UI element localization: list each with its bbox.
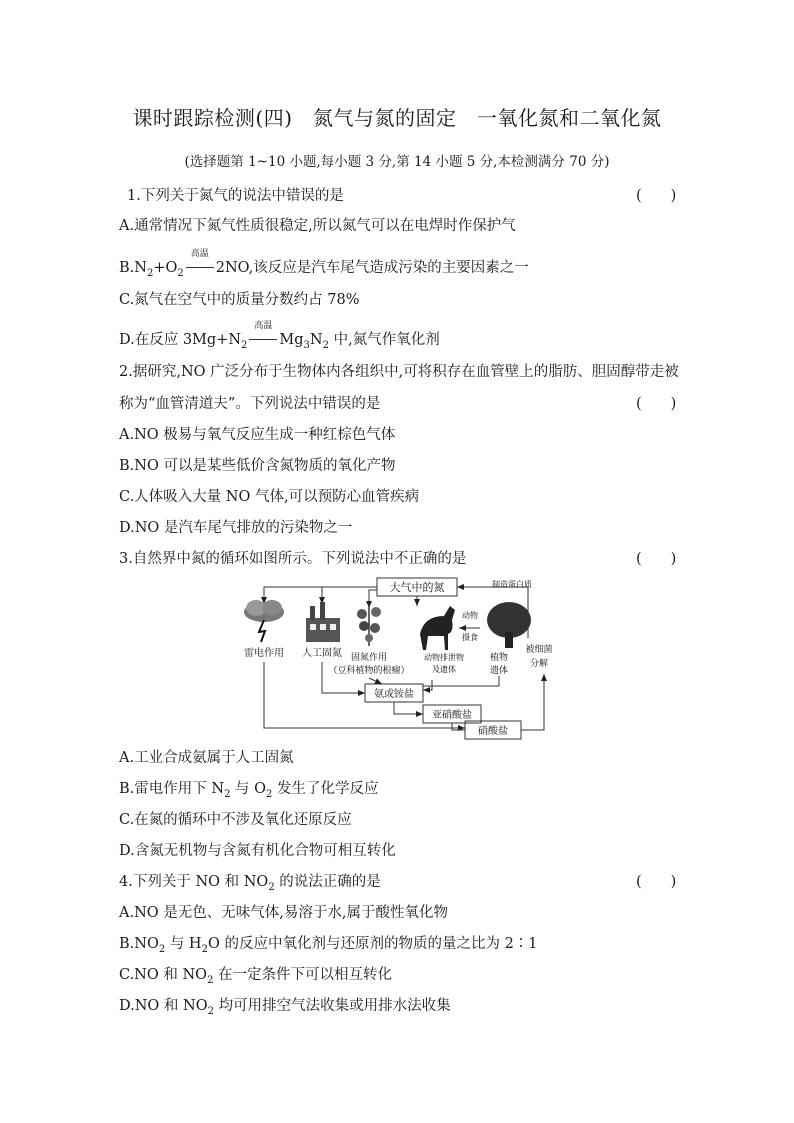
q2-option-c: C.人体吸入大量 NO 气体,可以预防心血管疾病 xyxy=(119,489,420,505)
q3-option-b: B.雷电作用下 $N_2$ 与 $O_2$ 发生了化学反应 xyxy=(119,781,379,800)
horse-icon xyxy=(420,606,455,650)
q2-option-a: A.NO 极易与氧气反应生成一种红棕色气体 xyxy=(119,427,396,443)
label-artificial: 人工固氮 xyxy=(302,648,342,659)
reaction-condition-arrow: 高温 xyxy=(249,330,277,350)
label-fixation-1: 固氮作用 xyxy=(350,653,388,663)
label-excreta-1: 动物排泄物 xyxy=(424,653,464,662)
label-atmosphere: 大气中的氮 xyxy=(389,581,445,594)
question-2-stem-line2: 称为“血管清道夫”。下列说法中错误的是 xyxy=(119,396,381,412)
factory-icon xyxy=(306,602,340,642)
question-4-stem: 4.下列关于 NO 和 $NO_2$ 的说法正确的是 xyxy=(119,874,381,893)
label-animal-eat-1: 动物 xyxy=(462,611,478,620)
label-bacteria-1: 被细菌 xyxy=(525,645,553,655)
q1-option-b: $B.N_2+O_2$ 高温 2NO,该反应是汽车尾气造成污染的主要因素之一 xyxy=(119,249,529,279)
label-lightning: 雷电作用 xyxy=(244,648,284,659)
label-excreta-2: 及遗体 xyxy=(432,665,456,674)
label-nitrite: 亚硝酸盐 xyxy=(432,710,472,721)
label-bacteria-2: 分解 xyxy=(529,659,549,669)
q1-option-a: A.通常情况下氮气性质很稳定,所以氮气可以在电焊时作保护气 xyxy=(119,218,516,234)
answer-paren-2: ( ) xyxy=(636,396,677,412)
q1-option-c: C.氮气在空气中的质量分数约占 78% xyxy=(119,292,360,308)
q1-option-d: D.在反应 $3Mg+N_2$ 高温 $Mg_3N_2$ 中,氮气作氧化剂 xyxy=(119,321,440,351)
answer-paren-1: ( ) xyxy=(636,188,677,204)
instructions: (选择题第 1~10 小题,每小题 3 分,第 14 小题 5 分,本检测满分 70 分) xyxy=(184,154,610,170)
q4-option-d: D.NO 和 $NO_2$ 均可用排空气法收集或用排水法收集 xyxy=(119,998,451,1017)
tree-icon xyxy=(487,602,531,648)
reaction-condition-arrow: 高温 xyxy=(186,258,214,278)
q2-option-b: B.NO 可以是某些低价含氮物质的氧化产物 xyxy=(119,458,396,474)
label-nitrate: 硝酸盐 xyxy=(478,726,508,737)
answer-paren-4: ( ) xyxy=(636,874,677,890)
question-1-stem: 1.下列关于氮气的说法中错误的是 xyxy=(127,188,344,204)
q3-option-c: C.在氮的循环中不涉及氧化还原反应 xyxy=(119,812,352,828)
question-2-stem-line1: 2.据研究,NO 广泛分布于生物体内各组织中,可将积存在血管壁上的脂肪、胆固醇带走被 xyxy=(119,364,679,380)
answer-paren-3: ( ) xyxy=(636,551,677,567)
legume-plant-icon xyxy=(357,606,381,646)
label-fixation-2: （豆科植物的根瘤） xyxy=(328,666,410,676)
q4-option-a: A.NO 是无色、无味气体,易溶于水,属于酸性氧化物 xyxy=(119,905,448,921)
label-make-protein: 制造蛋白质 xyxy=(492,580,532,589)
q4-option-c: C.NO 和 $NO_2$ 在一定条件下可以相互转化 xyxy=(119,967,393,986)
question-3-stem: 3.自然界中氮的循环如图所示。下列说法中不正确的是 xyxy=(119,551,467,567)
q3-option-a: A.工业合成氨属于人工固氮 xyxy=(119,750,294,766)
q4-option-b: $B.NO_2$ 与 $H_2O$ 的反应中氧化剂与还原剂的物质的量之比为 2∶1 xyxy=(119,936,538,955)
label-plant-2: 遗体 xyxy=(489,666,509,676)
label-animal-eat-2: 摄食 xyxy=(462,633,478,642)
storm-cloud-icon xyxy=(244,600,284,642)
q3-option-d: D.含氮无机物与含氮有机化合物可相互转化 xyxy=(119,843,396,859)
label-ammonia: 氨或铵盐 xyxy=(374,689,414,700)
page-title: 课时跟踪检测(四) 氮气与氮的固定 一氧化氮和二氧化氮 xyxy=(132,106,662,130)
nitrogen-cycle-diagram xyxy=(234,576,564,742)
label-plant-1: 植物 xyxy=(489,653,509,663)
q2-option-d: D.NO 是汽车尾气排放的污染物之一 xyxy=(119,520,353,536)
